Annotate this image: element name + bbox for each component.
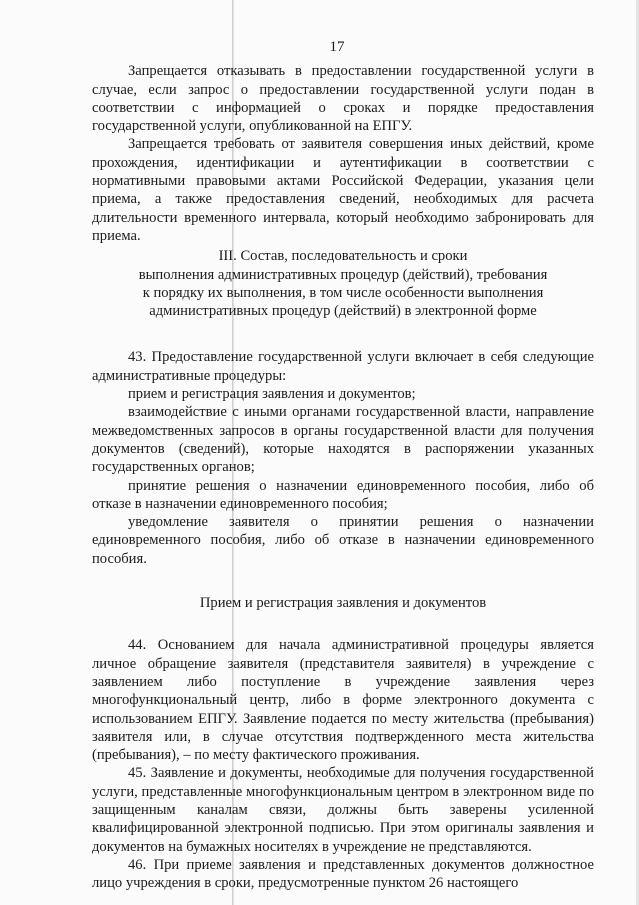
spacer [92, 612, 594, 636]
page-number: 17 [329, 39, 345, 55]
list-item: прием и регистрация заявления и документов; [128, 386, 416, 403]
section-heading-line: административных процедур (действий) в электронной форме [149, 303, 537, 320]
paragraph: 45. Заявление и документы, необходимые для получения государственной услуги, представленные многофункциональным центром в электронном виде по защищенным каналам связи, должны быть заверены усиленной квалифицированной электронной подписью. При этом оригиналы заявления и документов на бумажных носителях в учреждение не представляются. [92, 765, 594, 855]
paragraph: Запрещается требовать от заявителя совершения иных действий, кроме прохождения, идентификации и аутентификации в соответствии с нормативными правовыми актами Российской Федерации, указания цели приема, а также предоставления сведений, необходимых для расчета длительности временного интервала, который необходимо забронировать для приема. [92, 136, 594, 244]
document-body [92, 38, 594, 892]
list-item: уведомление заявителя о принятии решения о назначении единовременного пособия, либо об отказе в назначении единовременного пособия. [92, 514, 594, 567]
section-heading-line: к порядку их выполнения, в том числе особенности выполнения [142, 284, 544, 301]
paragraph: 44. Основанием для начала административной процедуры является личное обращение заявителя (представителя заявителя) в учреждение с заявлением либо поступление в учреждение заявления через многофункциональный центр, либо в форме электронного документа с использованием ЕПГУ. Заявление подается по месту жительства (пребывания) заявителя или, в случае отсутствия подтвержденного места жительства (пребывания), – по месту фактического проживания. [92, 637, 594, 764]
spacer [92, 568, 594, 594]
subsection-heading: Прием и регистрация заявления и документов [199, 595, 487, 612]
section-heading-line: выполнения административных процедур (действий), требования [138, 266, 548, 283]
paragraph: 46. При приеме заявления и представленных документов должностное лицо учреждения в сроки, предусмотренные пунктом 26 настоящего [92, 856, 594, 892]
list-item: взаимодействие с иными органами государственной власти, направление межведомственных запросов в органы государственной власти для получения документов (сведений), которые находятся в распоряжении указанных государственных органов; [92, 404, 594, 476]
spacer [92, 320, 594, 348]
list-item: принятие решения о назначении единовременного пособия, либо об отказе в назначении единовременного пособия; [92, 477, 594, 512]
paragraph: 43. Предоставление государственной услуги включает в себя следующие административные процедуры: [92, 349, 594, 384]
section-heading-line: III. Состав, последовательность и сроки [218, 248, 468, 265]
paragraph: Запрещается отказывать в предоставлении государственной услуги в случае, если запрос о предоставлении государственной услуги подан в соответствии с информацией о сроках и порядке предоставления государственной услуги, опубликованной на ЕПГУ. [92, 63, 594, 135]
